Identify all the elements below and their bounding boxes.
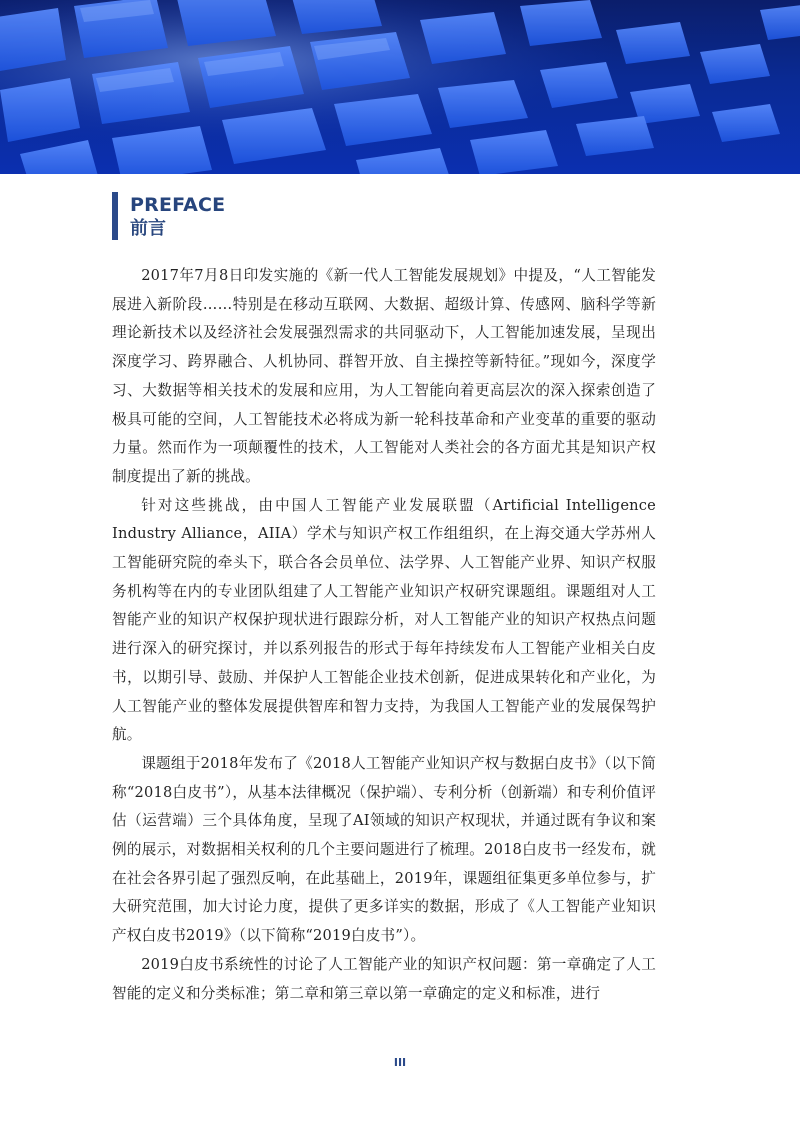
paragraph-2: 针对这些挑战，由中国人工智能产业发展联盟（Artificial Intelligence Industry Alliance，AIIA）学术与知识产权工作组组织，在上海交通大学苏州人工智能研究院的牵头下，联合各会员单位、法学界、人工智能产业界、知识产权服务机构等在内的专业团队组建了人工智能产业知识产权研究课题组。课题组对人工智能产业的知识产权保护现状进行跟踪分析，对人工智能产业的知识产权热点问题进行深入的研究探讨，并以系列报告的形式于每年持续发布人工智能产业相关白皮书，以期引导、鼓励、并保护人工智能企业技术创新，促进成果转化和产业化，为人工智能产业的整体发展提供智库和智力支持，为我国人工智能产业的发展保驾护航。 — [112, 496, 656, 744]
heading-title-en: PREFACE — [130, 194, 226, 216]
heading-title-zh: 前言 — [130, 218, 166, 239]
preface-body — [112, 262, 656, 1008]
section-heading — [112, 192, 225, 240]
paragraph-4: 2019白皮书系统性的讨论了人工智能产业的知识产权问题：第一章确定了人工智能的定义和分类标准；第二章和第三章以第一章确定的定义和标准，进行 — [112, 955, 656, 1002]
header-banner-image — [0, 0, 800, 174]
page-number: III — [393, 1056, 407, 1069]
paragraph-3: 课题组于2018年发布了《2018人工智能产业知识产权与数据白皮书》（以下简称“2018白皮书”），从基本法律概况（保护端）、专利分析（创新端）和专利价值评估（运营端）三个具体角度，呈现了AI领域的知识产权现状，并通过既有争议和案例的展示，对数据相关权利的几个主要问题进行了梳理。2018白皮书一经发布，就在社会各界引起了强烈反响，在此基础上，2019年，课题组征集更多单位参与，扩大研究范围，加大讨论力度，提供了更多详实的数据，形成了《人工智能产业知识产权白皮书2019》（以下简称“2019白皮书”）。 — [112, 754, 656, 945]
banner-tiles-graphic — [0, 0, 800, 174]
paragraph-1: 2017年7月8日印发实施的《新一代人工智能发展规划》中提及，“人工智能发展进入新阶段……特别是在移动互联网、大数据、超级计算、传感网、脑科学等新理论新技术以及经济社会发展强烈需求的共同驱动下，人工智能加速发展，呈现出深度学习、跨界融合、人机协同、群智开放、自主操控等新特征。”现如今，深度学习、大数据等相关技术的发展和应用，为人工智能向着更高层次的深入探索创造了极具可能的空间，人工智能技术必将成为新一轮科技革命和产业变革的重要的驱动力量。然而作为一项颠覆性的技术，人工智能对人类社会的各方面尤其是知识产权制度提出了新的挑战。 — [112, 267, 656, 485]
